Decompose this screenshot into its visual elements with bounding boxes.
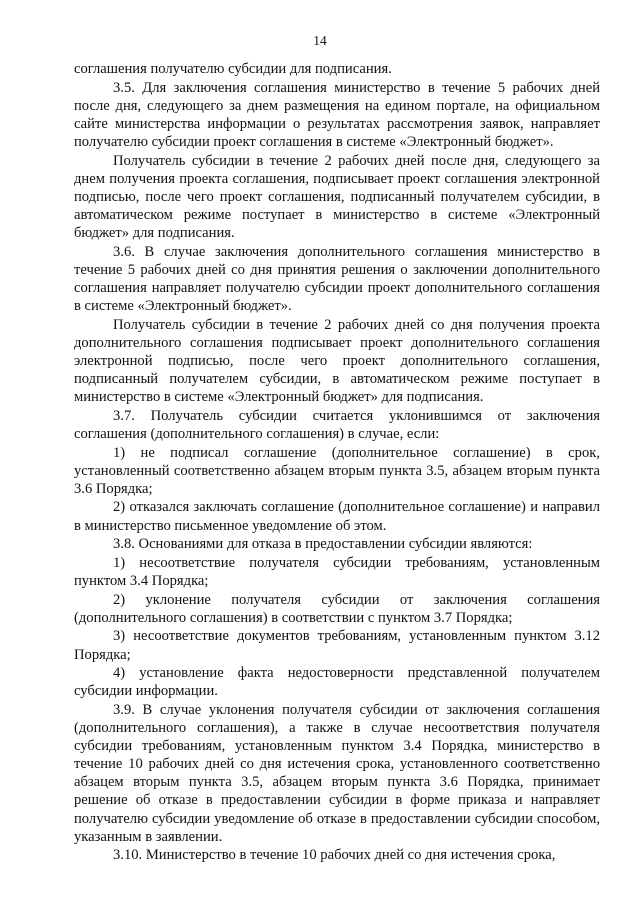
paragraph-continuation: соглашения получателю субсидии для подписания. xyxy=(74,61,392,77)
paragraph-3-9: 3.9. В случае уклонения получателя субсидии от заключения соглашения (дополнительного соглашения), а также в случае несоответствия получателя субсидии требованиям, установленным пунктом 3.4 Порядка, министерство в течение 10 рабочих дней со дня истечения срока, установленного соответственно абзацем вторым пункта 3.5, абзацем вторым пункта 3.6 Порядка, принимает решение об отказе в предоставлении субсидии в форме приказа и направляет получателю субсидии уведомление об отказе в предоставлении субсидии способом, указанным в заявлении. xyxy=(74,702,600,845)
paragraph-3-10: 3.10. Министерство в течение 10 рабочих дней со дня истечения срока, xyxy=(113,847,556,864)
paragraph-3-8-item-3: 3) несоответствие документов требованиям, установленным пунктом 3.12 Порядка; xyxy=(74,628,600,663)
paragraph-3-8: 3.8. Основаниями для отказа в предоставлении субсидии являются: xyxy=(113,536,533,553)
paragraph-3-5: 3.5. Для заключения соглашения министерство в течение 5 рабочих дней после дня, следующего за днем размещения на едином портале, на официальном сайте министерства информации о результатах рассмотрения заявок, направляет получателю субсидии проект соглашения в системе «Электронный бюджет». xyxy=(74,79,600,150)
paragraph-3-8-item-4: 4) установление факта недостоверности представленной получателем субсидии информации. xyxy=(74,665,600,700)
paragraph-3-7-item-1: 1) не подписал соглашение (дополнительное соглашение) в срок, установленный соответственно абзацем вторым пункта 3.5, абзацем вторым пункта 3.6 Порядка; xyxy=(74,444,600,497)
paragraph-3-8-item-1: 1) несоответствие получателя субсидии требованиям, установленным пунктом 3.4 Порядка; xyxy=(74,554,600,589)
paragraph-3-6-signing: Получатель субсидии в течение 2 рабочих дней со дня получения проекта дополнительного соглашения подписывает проект дополнительного соглашения электронной подписью, после чего проект дополнительного соглашения, подписанный получателем субсидии, в автоматическом режиме поступает в министерство в системе «Электронный бюджет» для подписания. xyxy=(74,316,600,406)
paragraph-3-5-signing: Получатель субсидии в течение 2 рабочих дней после дня, следующего за днем получения проекта соглашения, подписывает проект соглашения электронной подписью, после чего проект соглашения, подписанный получателем субсидии, в автоматическом режиме поступает в министерство в системе «Электронный бюджет» для подписания. xyxy=(74,152,600,242)
paragraph-3-7: 3.7. Получатель субсидии считается уклонившимся от заключения соглашения (дополнительного соглашения) в случае, если: xyxy=(74,407,600,442)
paragraph-3-8-item-2: 2) уклонение получателя субсидии от заключения соглашения (дополнительного соглашения) в соответствии с пунктом 3.7 Порядка; xyxy=(74,591,600,626)
paragraph-3-7-item-2: 2) отказался заключать соглашение (дополнительное соглашение) и направил в министерство письменное уведомление об этом. xyxy=(74,499,600,534)
paragraph-3-6: 3.6. В случае заключения дополнительного соглашения министерство в течение 5 рабочих дней со дня принятия решения о заключении дополнительного соглашения направляет получателю субсидии проект дополнительного соглашения в системе «Электронный бюджет». xyxy=(74,243,600,314)
document-body xyxy=(74,60,600,865)
page-number: 14 xyxy=(313,33,327,48)
